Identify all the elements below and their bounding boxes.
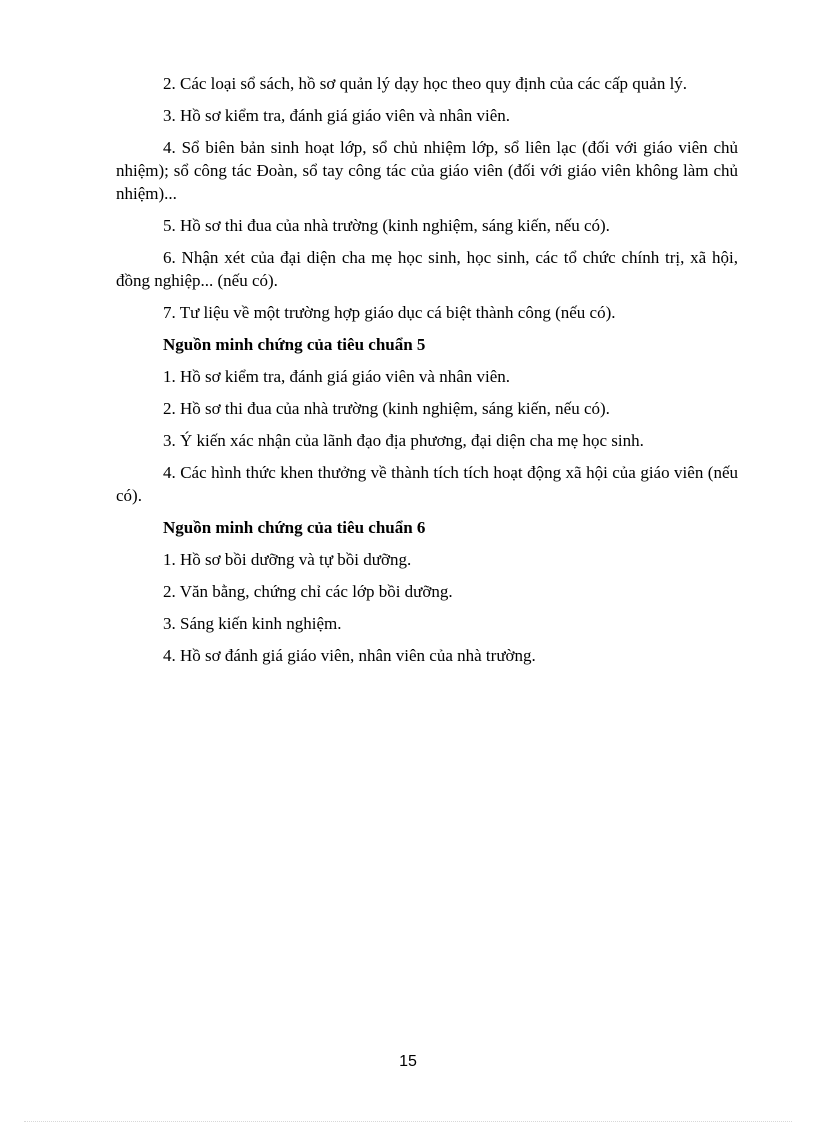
list-item: 4. Sổ biên bản sinh hoạt lớp, sổ chủ nhiệm lớp, sổ liên lạc (đối với giáo viên chủ nhiệm); sổ công tác Đoàn, sổ tay công tác của giáo viên (đối với giáo viên không làm chủ nhiệm)... (116, 138, 738, 203)
list-item: 4. Hồ sơ đánh giá giáo viên, nhân viên của nhà trường. (163, 646, 536, 665)
list-item: 1. Hồ sơ kiểm tra, đánh giá giáo viên và nhân viên. (163, 367, 511, 386)
page-number: 15 (399, 1053, 417, 1070)
section-heading-standard-6: Nguồn minh chứng của tiêu chuẩn 6 (163, 518, 426, 537)
list-item: 3. Hồ sơ kiểm tra, đánh giá giáo viên và nhân viên. (163, 106, 511, 125)
list-item: 5. Hồ sơ thi đua của nhà trường (kinh nghiệm, sáng kiến, nếu có). (163, 216, 610, 235)
list-item: 2. Các loại sổ sách, hồ sơ quản lý dạy học theo quy định của các cấp quản lý. (163, 74, 688, 93)
list-item: 3. Ý kiến xác nhận của lãnh đạo địa phương, đại diện cha mẹ học sinh. (163, 431, 644, 450)
list-item: 7. Tư liệu về một trường hợp giáo dục cá biệt thành công (nếu có). (163, 303, 616, 322)
list-item: 4. Các hình thức khen thưởng về thành tích tích hoạt động xã hội của giáo viên (nếu có). (116, 463, 738, 505)
document-body (116, 72, 738, 676)
section-heading-standard-5: Nguồn minh chứng của tiêu chuẩn 5 (163, 335, 426, 354)
list-item: 1. Hồ sơ bồi dưỡng và tự bồi dưỡng. (163, 550, 412, 569)
list-item: 2. Văn bằng, chứng chỉ các lớp bồi dưỡng. (163, 582, 453, 601)
page-bottom-divider (24, 1121, 792, 1122)
list-item: 6. Nhận xét của đại diện cha mẹ học sinh, học sinh, các tổ chức chính trị, xã hội, đồng nghiệp... (nếu có). (116, 248, 738, 290)
list-item: 2. Hồ sơ thi đua của nhà trường (kinh nghiệm, sáng kiến, nếu có). (163, 399, 610, 418)
list-item: 3. Sáng kiến kinh nghiệm. (163, 614, 342, 633)
